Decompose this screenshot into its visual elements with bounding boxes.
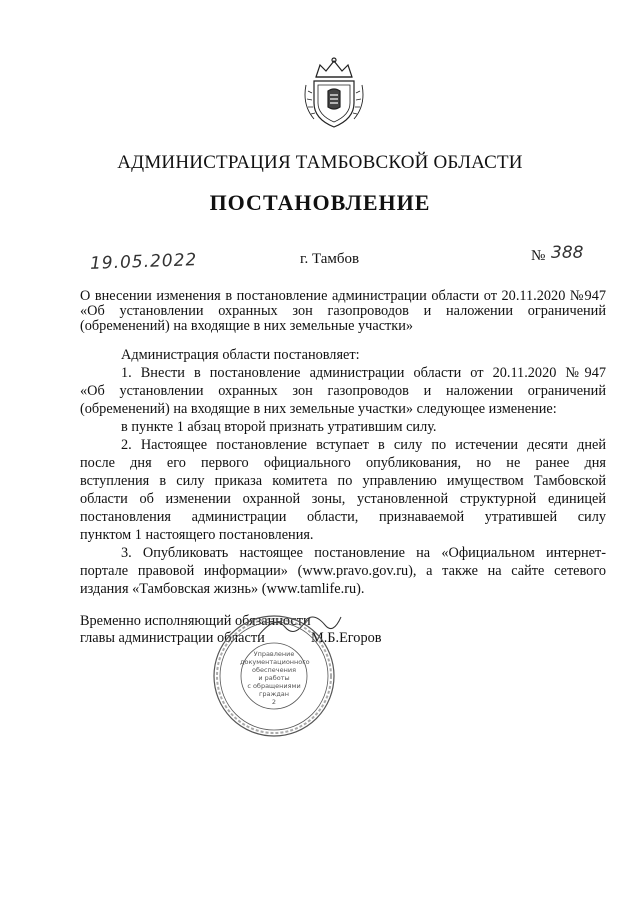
body-line: издания «Тамбовская жизнь» (www.tamlife.ru). [80,581,365,597]
stamp-text-line: 2 [271,698,277,706]
body-line: 3. Опубликовать настоящее постановление на «Официальном интернет- [121,545,606,561]
body-line: постановления администрации области, признаваемой утратившей силу [80,509,606,525]
stamp-text-line: Управление [253,650,295,658]
document-city: г. Тамбов [300,251,360,267]
stamp-text-line: граждан [258,690,290,698]
stamp-text-line: обеспечения [251,666,297,674]
body-line: 2. Настоящее постановление вступает в силу по истечении десяти дней [121,437,606,453]
body-line: 1. Внести в постановление администрации области от 20.11.2020 №947 [121,365,606,381]
document-subject: О внесении изменения в постановление администрации области от 20.11.2020 №947 «Об установлении охранных зон газопроводов и наложении ограничений (обременений) на входящие в них земельные участки» [80,288,606,334]
document-type-title: ПОСТАНОВЛЕНИЕ [209,190,431,215]
organization-title: АДМИНИСТРАЦИЯ ТАМБОВСКОЙ ОБЛАСТИ [117,152,523,173]
signatory-position-line1: Временно исполняющий обязанности [80,613,311,629]
number-sign: № [531,248,546,264]
signatory-position-line2: главы администрации области [80,630,265,646]
signatory-name: М.Б.Егоров [311,630,382,646]
stamp-text-line: документационного [240,658,310,666]
body-line: в пункте 1 абзац второй признать утратившим силу. [121,419,437,435]
body-line: Администрация области постановляет: [121,347,360,363]
body-line: пунктом 1 настоящего постановления. [80,527,314,543]
body-line: области об изменении охранной зоны, установленной структурной единицей [80,491,606,507]
round-seal-stamp [210,612,338,740]
stamp-text-line: с обращениями [247,682,301,690]
body-line: портале правовой информации» (www.pravo.gov.ru), а также на сайте сетевого [80,563,606,579]
document-date: 19.05.2022 [89,250,198,274]
stamp-text-line: и работы [258,674,290,682]
tambov-coat-of-arms-icon [302,55,366,131]
body-line: после дня его первого официального опубликования, но не ранее дня [80,455,606,471]
body-line: (обременений) на входящие в них земельные участки» следующее изменение: [80,401,557,417]
document-number: 388 [551,243,584,263]
body-line: вступления в силу приказа комитета по управлению имуществом Тамбовской [80,473,606,489]
coat-of-arms-emblem [302,55,366,131]
body-line: «Об установлении охранных зон газопроводов и наложении ограничений [80,383,606,399]
